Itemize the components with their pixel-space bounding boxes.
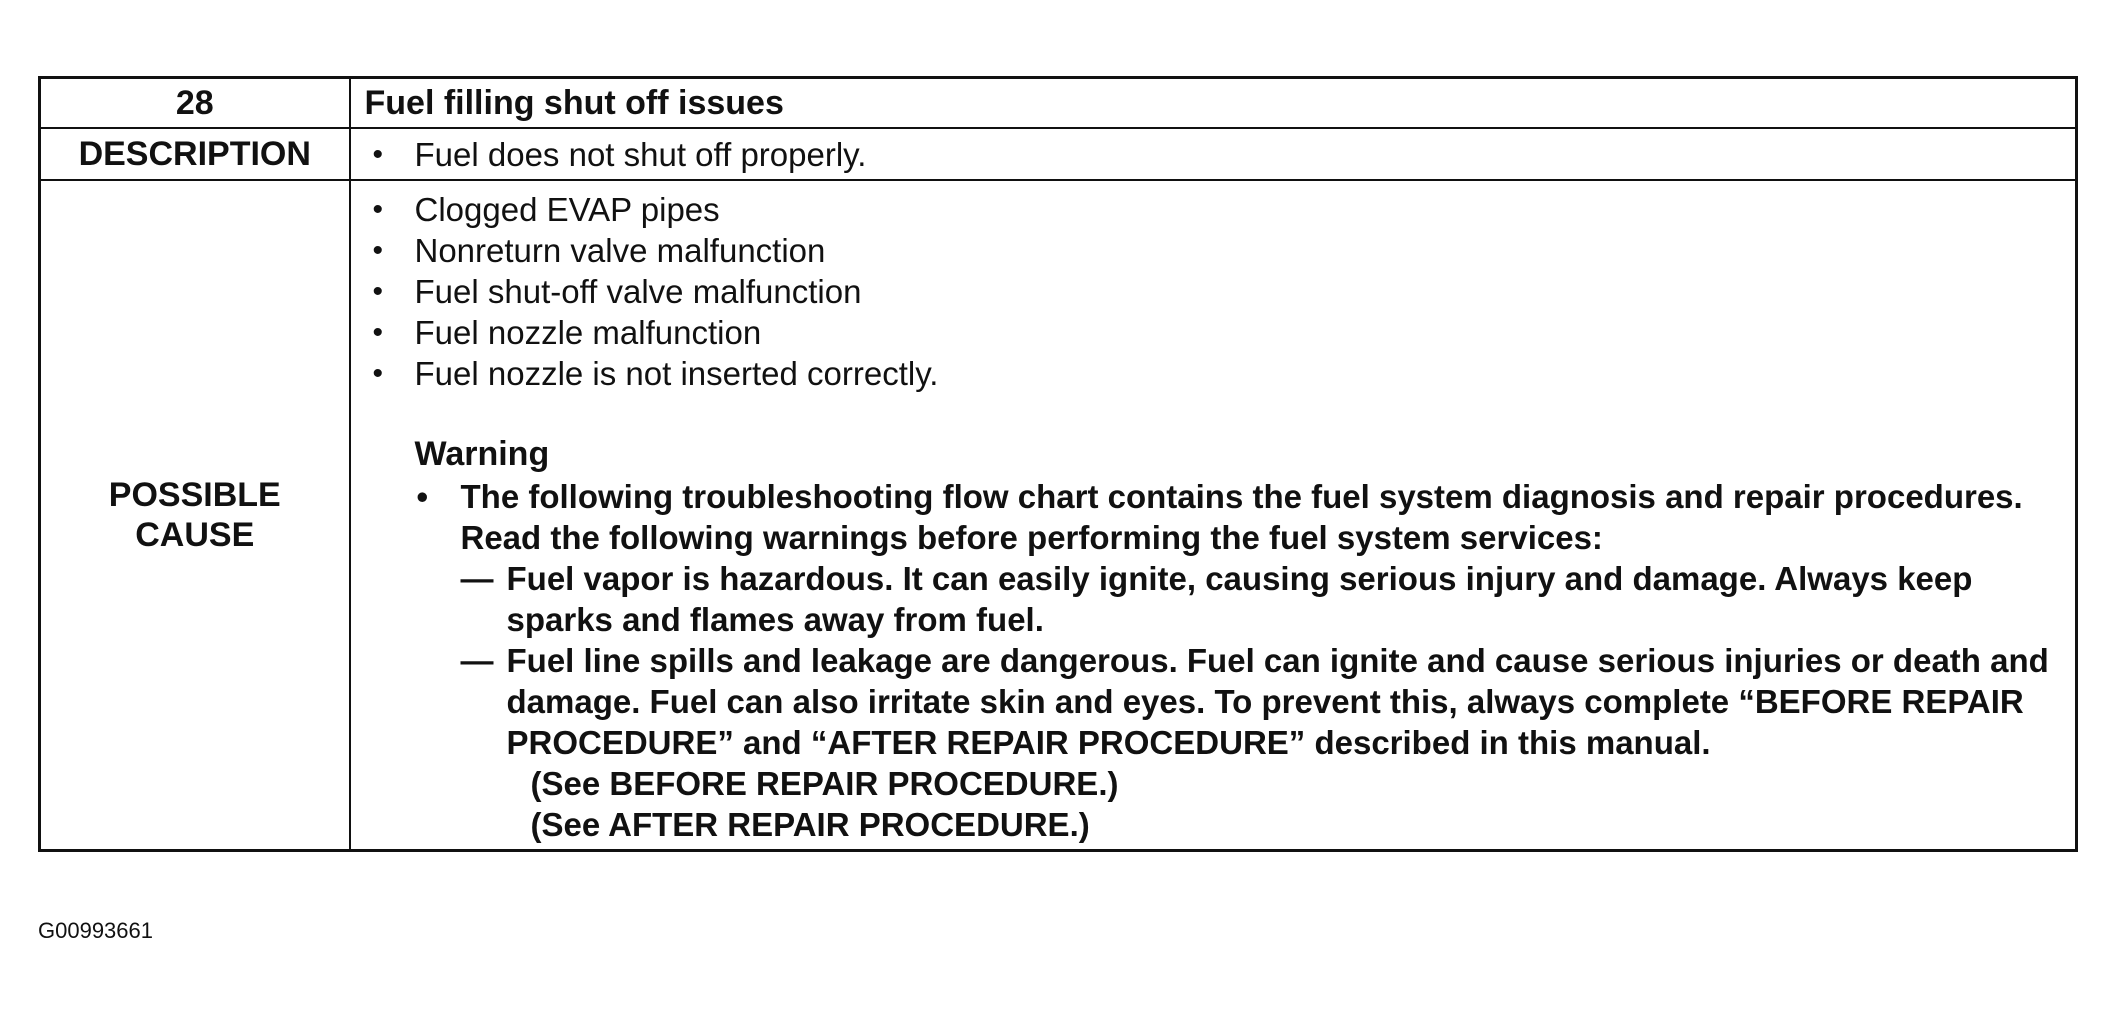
warning-dash-item: — Fuel vapor is hazardous. It can easily ignite, causing serious injury and damage. Always keep sparks and flames away from fuel. [461, 558, 2076, 640]
possible-cause-label-line1: POSSIBLE [108, 476, 281, 514]
see-before-repair-link: (See BEFORE REPAIR PROCEDURE.) [530, 765, 1119, 802]
possible-cause-label [40, 180, 350, 851]
cause-item: • Fuel nozzle malfunction [365, 312, 2076, 353]
cause-item: • Fuel shut-off valve malfunction [365, 271, 2076, 312]
header-row [40, 78, 2077, 129]
cause-item: • Fuel nozzle is not inserted correctly. [365, 353, 2076, 394]
possible-cause-cell [350, 180, 2077, 851]
description-item: • Fuel does not shut off properly. [365, 134, 2076, 175]
troubleshooting-table [38, 76, 2078, 852]
warning-title: Warning [414, 435, 550, 473]
see-after-repair-link: (See AFTER REPAIR PROCEDURE.) [530, 806, 1090, 843]
issue-title: Fuel filling shut off issues [364, 84, 784, 122]
warning-block [365, 432, 2076, 845]
possible-cause-label-line2: CAUSE [135, 516, 255, 554]
cause-item: • Clogged EVAP pipes [365, 189, 2076, 230]
description-cell [350, 128, 2077, 180]
description-row [40, 128, 2077, 180]
warning-intro: The following troubleshooting flow chart contains the fuel system diagnosis and repair procedures. Read the following warnings before performing the fuel system services: [460, 478, 2023, 556]
warning-item [415, 476, 2076, 845]
possible-cause-row [40, 180, 2077, 851]
warning-dash-list [461, 558, 2076, 845]
warning-dash-item [461, 640, 2076, 845]
item-number: 28 [40, 78, 350, 129]
warning-list [415, 476, 2076, 845]
description-label: DESCRIPTION [40, 128, 350, 180]
warning-dash-text: Fuel line spills and leakage are dangerous. Fuel can ignite and cause serious injuries or death and damage. Fuel can also irritate skin and eyes. To prevent this, always complete “BEFORE REPAIR PROCEDURE” and “AFTER REPAIR PROCEDURE” described in this manual. [506, 642, 2049, 761]
cause-item: • Nonreturn valve malfunction [365, 230, 2076, 271]
description-list [365, 134, 2076, 175]
cause-list [365, 189, 2076, 394]
figure-id: G00993661 [38, 918, 153, 943]
issue-title-cell [350, 78, 2077, 129]
